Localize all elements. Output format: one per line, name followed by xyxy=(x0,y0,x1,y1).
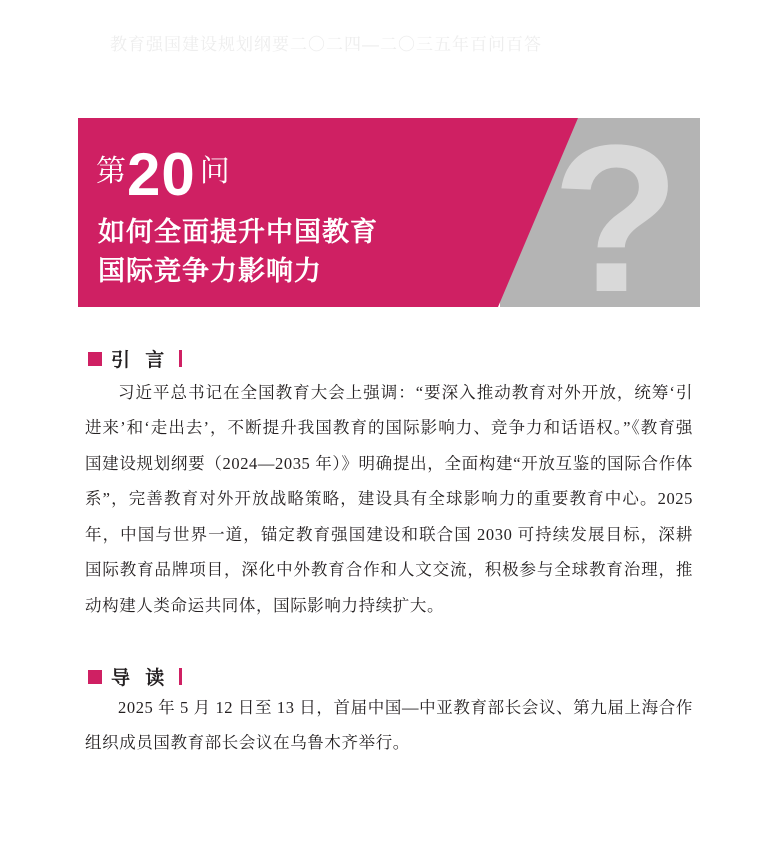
section-heading-label: 导 读 xyxy=(111,668,170,689)
faint-page-header: 教育强国建设规划纲要二〇二四—二〇三五年百问百答 xyxy=(110,35,542,54)
banner-text-group xyxy=(78,118,508,307)
section-heading-introduction xyxy=(88,345,182,372)
question-title xyxy=(98,213,378,291)
question-suffix: 问 xyxy=(199,155,231,188)
square-bullet-icon xyxy=(88,670,102,684)
question-title-line-1: 如何全面提升中国教育 xyxy=(98,217,378,247)
heading-end-bar-icon xyxy=(179,668,182,685)
section-heading-label: 引 言 xyxy=(111,350,170,371)
question-banner xyxy=(78,101,700,336)
question-prefix: 第 xyxy=(96,155,127,188)
square-bullet-icon xyxy=(88,352,102,366)
section-body-guide: 2025 年 5 月 12 日至 13 日，首届中国—中亚教育部长会议、第九届上海合作组织成员国教育部长会议在乌鲁木齐举行。 xyxy=(85,698,693,753)
question-number: 20 xyxy=(127,141,196,208)
question-title-line-2: 国际竞争力影响力 xyxy=(98,256,322,287)
question-number-line xyxy=(96,140,231,209)
question-mark-icon: ? xyxy=(551,101,680,336)
section-heading-guide xyxy=(88,663,182,690)
heading-end-bar-icon xyxy=(179,350,182,367)
section-body-introduction: 习近平总书记在全国教育大会上强调：“要深入推动教育对外开放，统筹‘引进来’和‘走出去’，不断提升我国教育的国际影响力、竞争力和话语权。”《教育强国建设规划纲要（2024—2035 年）》明确提出，全面构建“开放互鉴的国际合作体系”，完善教育对外开放战略策略，建设具有全球影响力的重要教育中心。2025 年，中国与世界一道，锚定教育强国建设和联合国 2030 可持续发展目标，深耕国际教育品牌项目，深化中外教育合作和人文交流，积极参与全球教育治理，推动构建人类命运共同体，国际影响力持续扩大。 xyxy=(85,383,693,615)
